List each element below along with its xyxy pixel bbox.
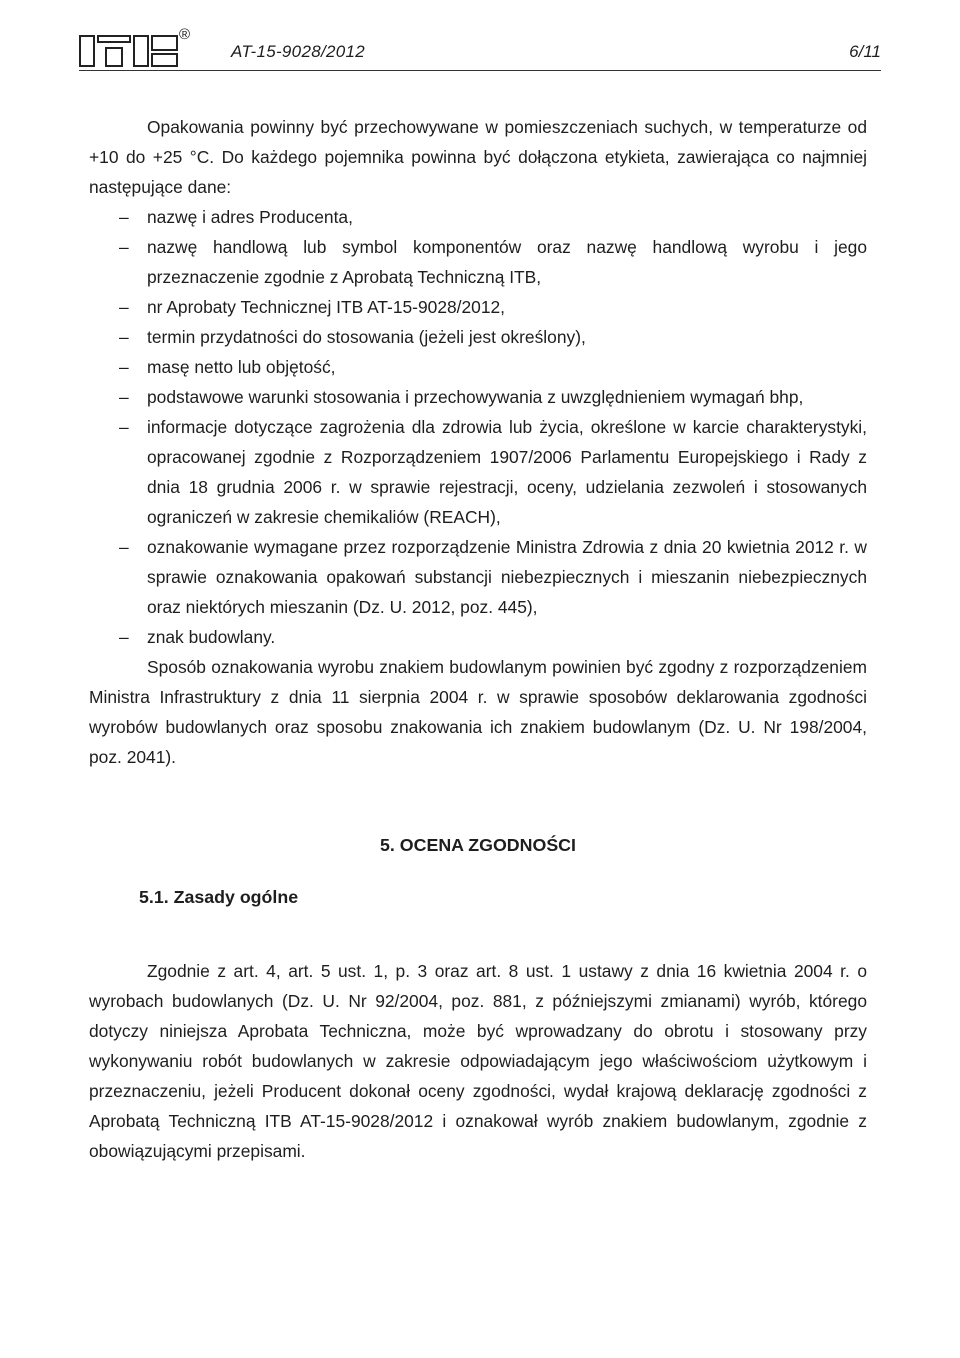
list-item: – nazwę handlową lub symbol komponentów oraz nazwę handlową wyrobu i jego przeznaczenie zgodnie z Aprobatą Techniczną ITB,: [119, 237, 867, 287]
list-item: – nazwę i adres Producenta,: [119, 207, 353, 227]
list-item: – podstawowe warunki stosowania i przechowywania z uwzględnieniem wymagań bhp,: [119, 387, 804, 407]
page-header: [79, 28, 881, 74]
storage-paragraph: Opakowania powinny być przechowywane w pomieszczeniach suchych, w temperaturze od +10 do +25 °C. Do każdego pojemnika powinna być dołączona etykieta, zawierająca co najmniej następujące dane:: [89, 117, 867, 197]
section-title: 5. OCENA ZGODNOŚCI: [380, 835, 576, 855]
registered-mark: ®: [179, 26, 191, 43]
list-item: – informacje dotyczące zagrożenia dla zdrowia lub życia, określone w karcie charakterystyki, opracowanej zgodnie z Rozporządzeniem 1907/2006 Parlamentu Europejskiego i Rady z dnia 18 grudnia 2006 r. w sprawie rejestracji, oceny, udzielania zezwoleń i stosowanych ograniczeń w zakresie chemikaliów (REACH),: [119, 417, 867, 527]
conformity-paragraph: Zgodnie z art. 4, art. 5 ust. 1, p. 3 oraz art. 8 ust. 1 ustawy z dnia 16 kwietnia 2004 r. o wyrobach budowlanych (Dz. U. Nr 92/2004, poz. 881, z późniejszymi zmianami) wyrób, którego dotyczy niniejsza Aprobata Techniczna, może być wprowadzany do obrotu i stosowany przy wykonywaniu robót budowlanych w zakresie odpowiadającym jego właściwościom użytkowym i przeznaczeniu, jeżeli Producent dokonał oceny zgodności, wydał krajową deklarację zgodności z Aprobatą Techniczną ITB AT-15-9028/2012 i oznakował wyrób znakiem budowlanym, zgodnie z obowiązującymi przepisami.: [89, 961, 867, 1161]
document-body: [89, 112, 867, 1166]
header-rule: [79, 70, 881, 71]
itb-logo: [79, 28, 189, 70]
marking-paragraph: Sposób oznakowania wyrobu znakiem budowlanym powinien być zgodny z rozporządzeniem Ministra Infrastruktury z dnia 11 sierpnia 2004 r. w sprawie sposobów deklarowania zgodności wyrobów budowlanych oraz sposobu znakowania ich znakiem budowlanym (Dz. U. Nr 198/2004, poz. 2041).: [89, 657, 867, 767]
list-item: – masę netto lub objętość,: [119, 357, 336, 377]
document-number: AT-15-9028/2012: [231, 42, 365, 61]
label-data-list: [89, 202, 867, 652]
page-number: 6/11: [849, 42, 881, 61]
list-item: – oznakowanie wymagane przez rozporządzenie Ministra Zdrowia z dnia 20 kwietnia 2012 r. w sprawie oznakowania opakowań substancji niebezpiecznych i mieszanin niebezpiecznych oraz niektórych mieszanin (Dz. U. 2012, poz. 445),: [119, 537, 867, 617]
subsection-title: 5.1. Zasady ogólne: [139, 887, 299, 907]
list-item: – znak budowlany.: [119, 627, 276, 647]
list-item: – termin przydatności do stosowania (jeżeli jest określony),: [119, 327, 586, 347]
list-item: – nr Aprobaty Technicznej ITB AT-15-9028/2012,: [119, 297, 506, 317]
